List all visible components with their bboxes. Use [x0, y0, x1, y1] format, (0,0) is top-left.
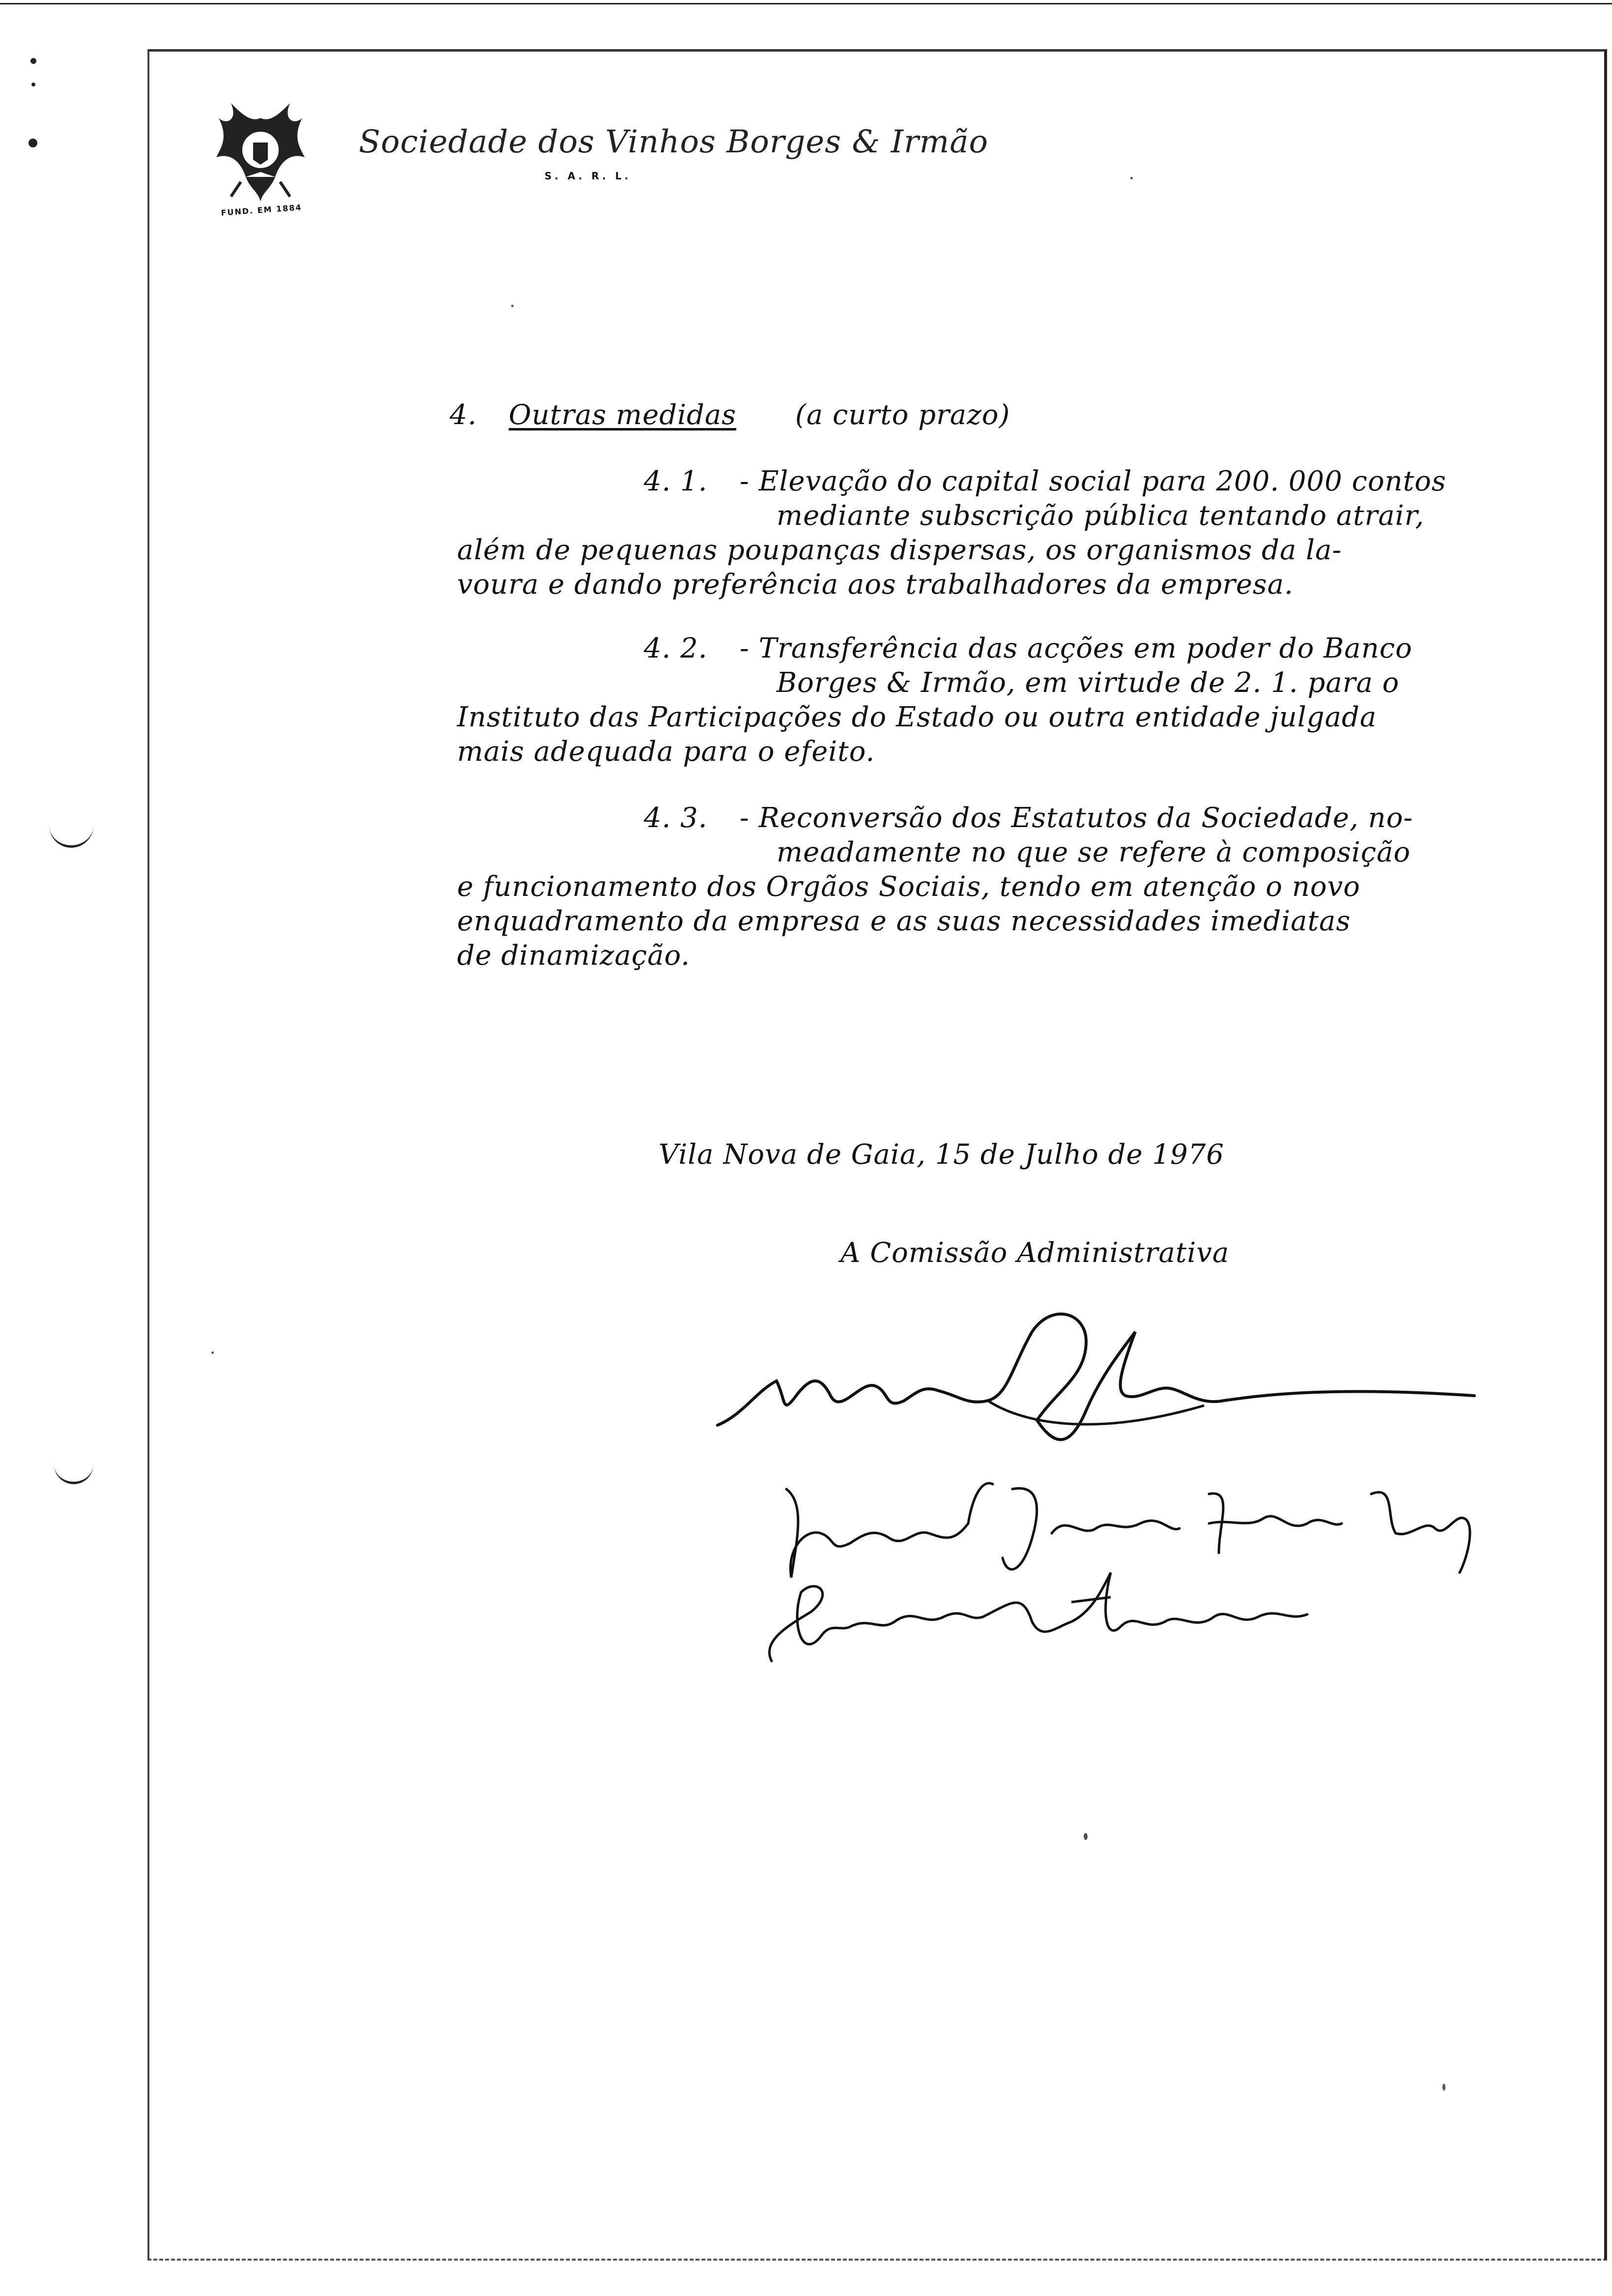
item-number: 4. 3.	[644, 802, 708, 834]
item-line: além de pequenas poupanças dispersas, os organismos da la-	[457, 534, 1342, 566]
punch-hole-mark	[31, 83, 35, 86]
section-subtitle: (a curto prazo)	[795, 399, 1010, 431]
punch-hole-mark	[30, 58, 36, 64]
item-line: Borges & Irmão, em virtude de 2. 1. para o	[777, 667, 1400, 699]
item-line: Instituto das Participações do Estado ou outra entidade julgada	[457, 701, 1377, 733]
signatory-heading: A Comissão Administrativa	[840, 1237, 1230, 1269]
item-line: mediante subscrição pública tentando atrair,	[777, 500, 1425, 532]
item-number: 4. 1.	[644, 465, 708, 497]
page-top-edge	[0, 0, 1612, 4]
scan-speck	[211, 1351, 214, 1354]
company-name: Sociedade dos Vinhos Borges & Irmão	[359, 124, 989, 160]
punch-hole-mark	[29, 139, 37, 147]
item-line: de dinamização.	[457, 940, 691, 972]
item-line: meadamente no que se refere à composição	[777, 836, 1411, 868]
section-number: 4.	[450, 399, 477, 431]
company-legal-form: S. A. R. L.	[545, 170, 632, 182]
item-line: - Reconversão dos Estatutos da Sociedade, no-	[740, 802, 1413, 834]
binder-ring-mark	[54, 1462, 93, 1484]
item-line: e funcionamento dos Orgãos Sociais, tendo em atenção o novo	[457, 871, 1360, 903]
handwritten-signature-icon	[757, 1563, 1327, 1676]
item-number: 4. 2.	[644, 632, 708, 664]
item-line: enquadramento da empresa e as suas necessidades imediatas	[457, 905, 1351, 937]
binder-ring-mark	[49, 826, 93, 848]
emblem-founded-caption: FUND. EM 1884	[220, 202, 303, 218]
item-line: mais adequada para o efeito.	[457, 736, 875, 768]
place-date: Vila Nova de Gaia, 15 de Julho de 1976	[659, 1139, 1224, 1171]
item-line: - Transferência das acções em poder do Banco	[740, 632, 1412, 664]
scan-speck	[511, 305, 514, 307]
item-line: - Elevação do capital social para 200. 000 contos	[740, 465, 1446, 497]
heraldic-emblem-icon	[211, 103, 310, 216]
scan-speck	[1442, 2084, 1445, 2091]
section-title: Outras medidas	[509, 399, 737, 431]
handwritten-signature-icon	[713, 1302, 1489, 1460]
item-line: voura e dando preferência aos trabalhadores da empresa.	[457, 569, 1294, 601]
scan-speck	[1130, 177, 1133, 179]
scan-speck	[1084, 1833, 1088, 1840]
